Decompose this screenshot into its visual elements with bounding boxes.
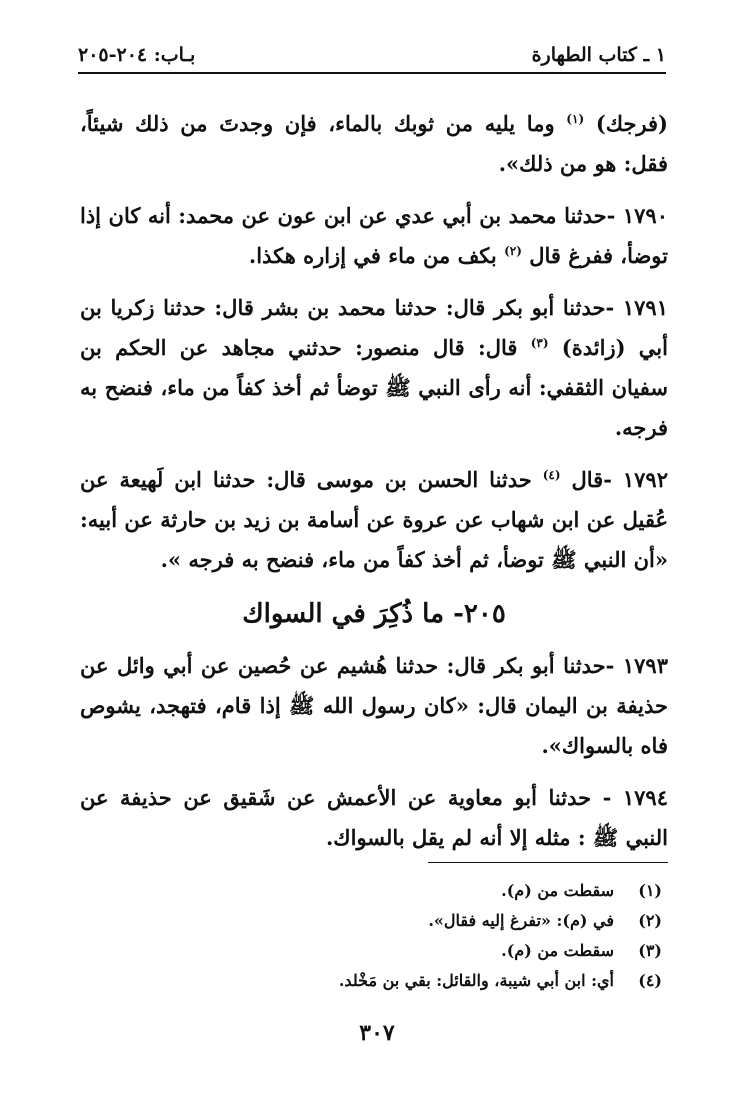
- footnote-item: (٤) أي: ابن أبي شيبة، والقائل: بقي بن مَخْلد.: [338, 971, 662, 990]
- footnote-ref-3: (٣): [530, 336, 549, 350]
- page-number: ٣٠٧: [359, 1020, 395, 1046]
- footnote-ref-4: (٤): [542, 468, 561, 482]
- footnote-item: (٣) سقطت من (م).: [501, 941, 662, 960]
- header-chapter-range: بـاب: ٢٠٤-٢٠٥: [78, 44, 196, 66]
- section-heading: ٢٠٥- ما ذُكِرَ في السواك: [242, 599, 506, 629]
- footnote-divider: [428, 862, 668, 863]
- footnotes: [80, 876, 662, 996]
- footnote-item: (٢) في (م): «تفرغ إليه فقال».: [428, 911, 662, 930]
- running-header: [78, 36, 666, 74]
- hadith-1791: ١٧٩١ -حدثنا أبو بكر قال: حدثنا محمد بن بشر قال: حدثنا زكريا بن أبي (زائدة) $^{(٣)}$ قال: قال منصور: حدثني مجاهد عن الحكم بن سفيان الثقفي: أنه رأى النبي ﷺ توضأ ثم أخذ كفاً من ماء، فنضح به فرجه.: [80, 295, 668, 440]
- main-text: [80, 104, 668, 870]
- footnote-item: (١) سقطت من (م).: [501, 881, 662, 900]
- hadith-1794: ١٧٩٤ - حدثنا أبو معاوية عن الأعمش عن شَقيق عن حذيفة عن النبي ﷺ : مثله إلا أنه لم يقل بالسواك.: [80, 785, 668, 850]
- hadith-1790: ١٧٩٠ -حدثنا محمد بن أبي عدي عن ابن عون عن محمد: أنه كان إذا توضأ، ففرغ قال $^{(٢)}$ بكف من ماء في إزاره هكذا.: [80, 203, 668, 268]
- paragraph-continuation: (فرجك) $^{(١)}$ وما يليه من ثوبك بالماء، فإن وجدتَ من ذلك شيئاً، فقل: هو من ذلك».: [80, 111, 668, 176]
- footnote-ref-2: (٢): [504, 244, 522, 258]
- hadith-1793: ١٧٩٣ -حدثنا أبو بكر قال: حدثنا هُشيم عن حُصين عن أبي وائل عن حذيفة بن اليمان قال: «كان رسول الله ﷺ إذا قام، فتهجد، يشوص فاه بالسواك».: [80, 653, 668, 758]
- header-book-title: ١ ـ كتاب الطهارة: [531, 44, 666, 66]
- hadith-1792: ١٧٩٢ -قال $^{(٤)}$ حدثنا الحسن بن موسى قال: حدثنا ابن لَهيعة عن عُقيل عن ابن شهاب عن عروة عن أسامة بن زيد بن حارثة عن أبيه: «أن النبي ﷺ توضأ، ثم أخذ كفاً من ماء، فنضح به فرجه ».: [80, 467, 668, 572]
- footnote-ref-1: (١): [566, 112, 585, 126]
